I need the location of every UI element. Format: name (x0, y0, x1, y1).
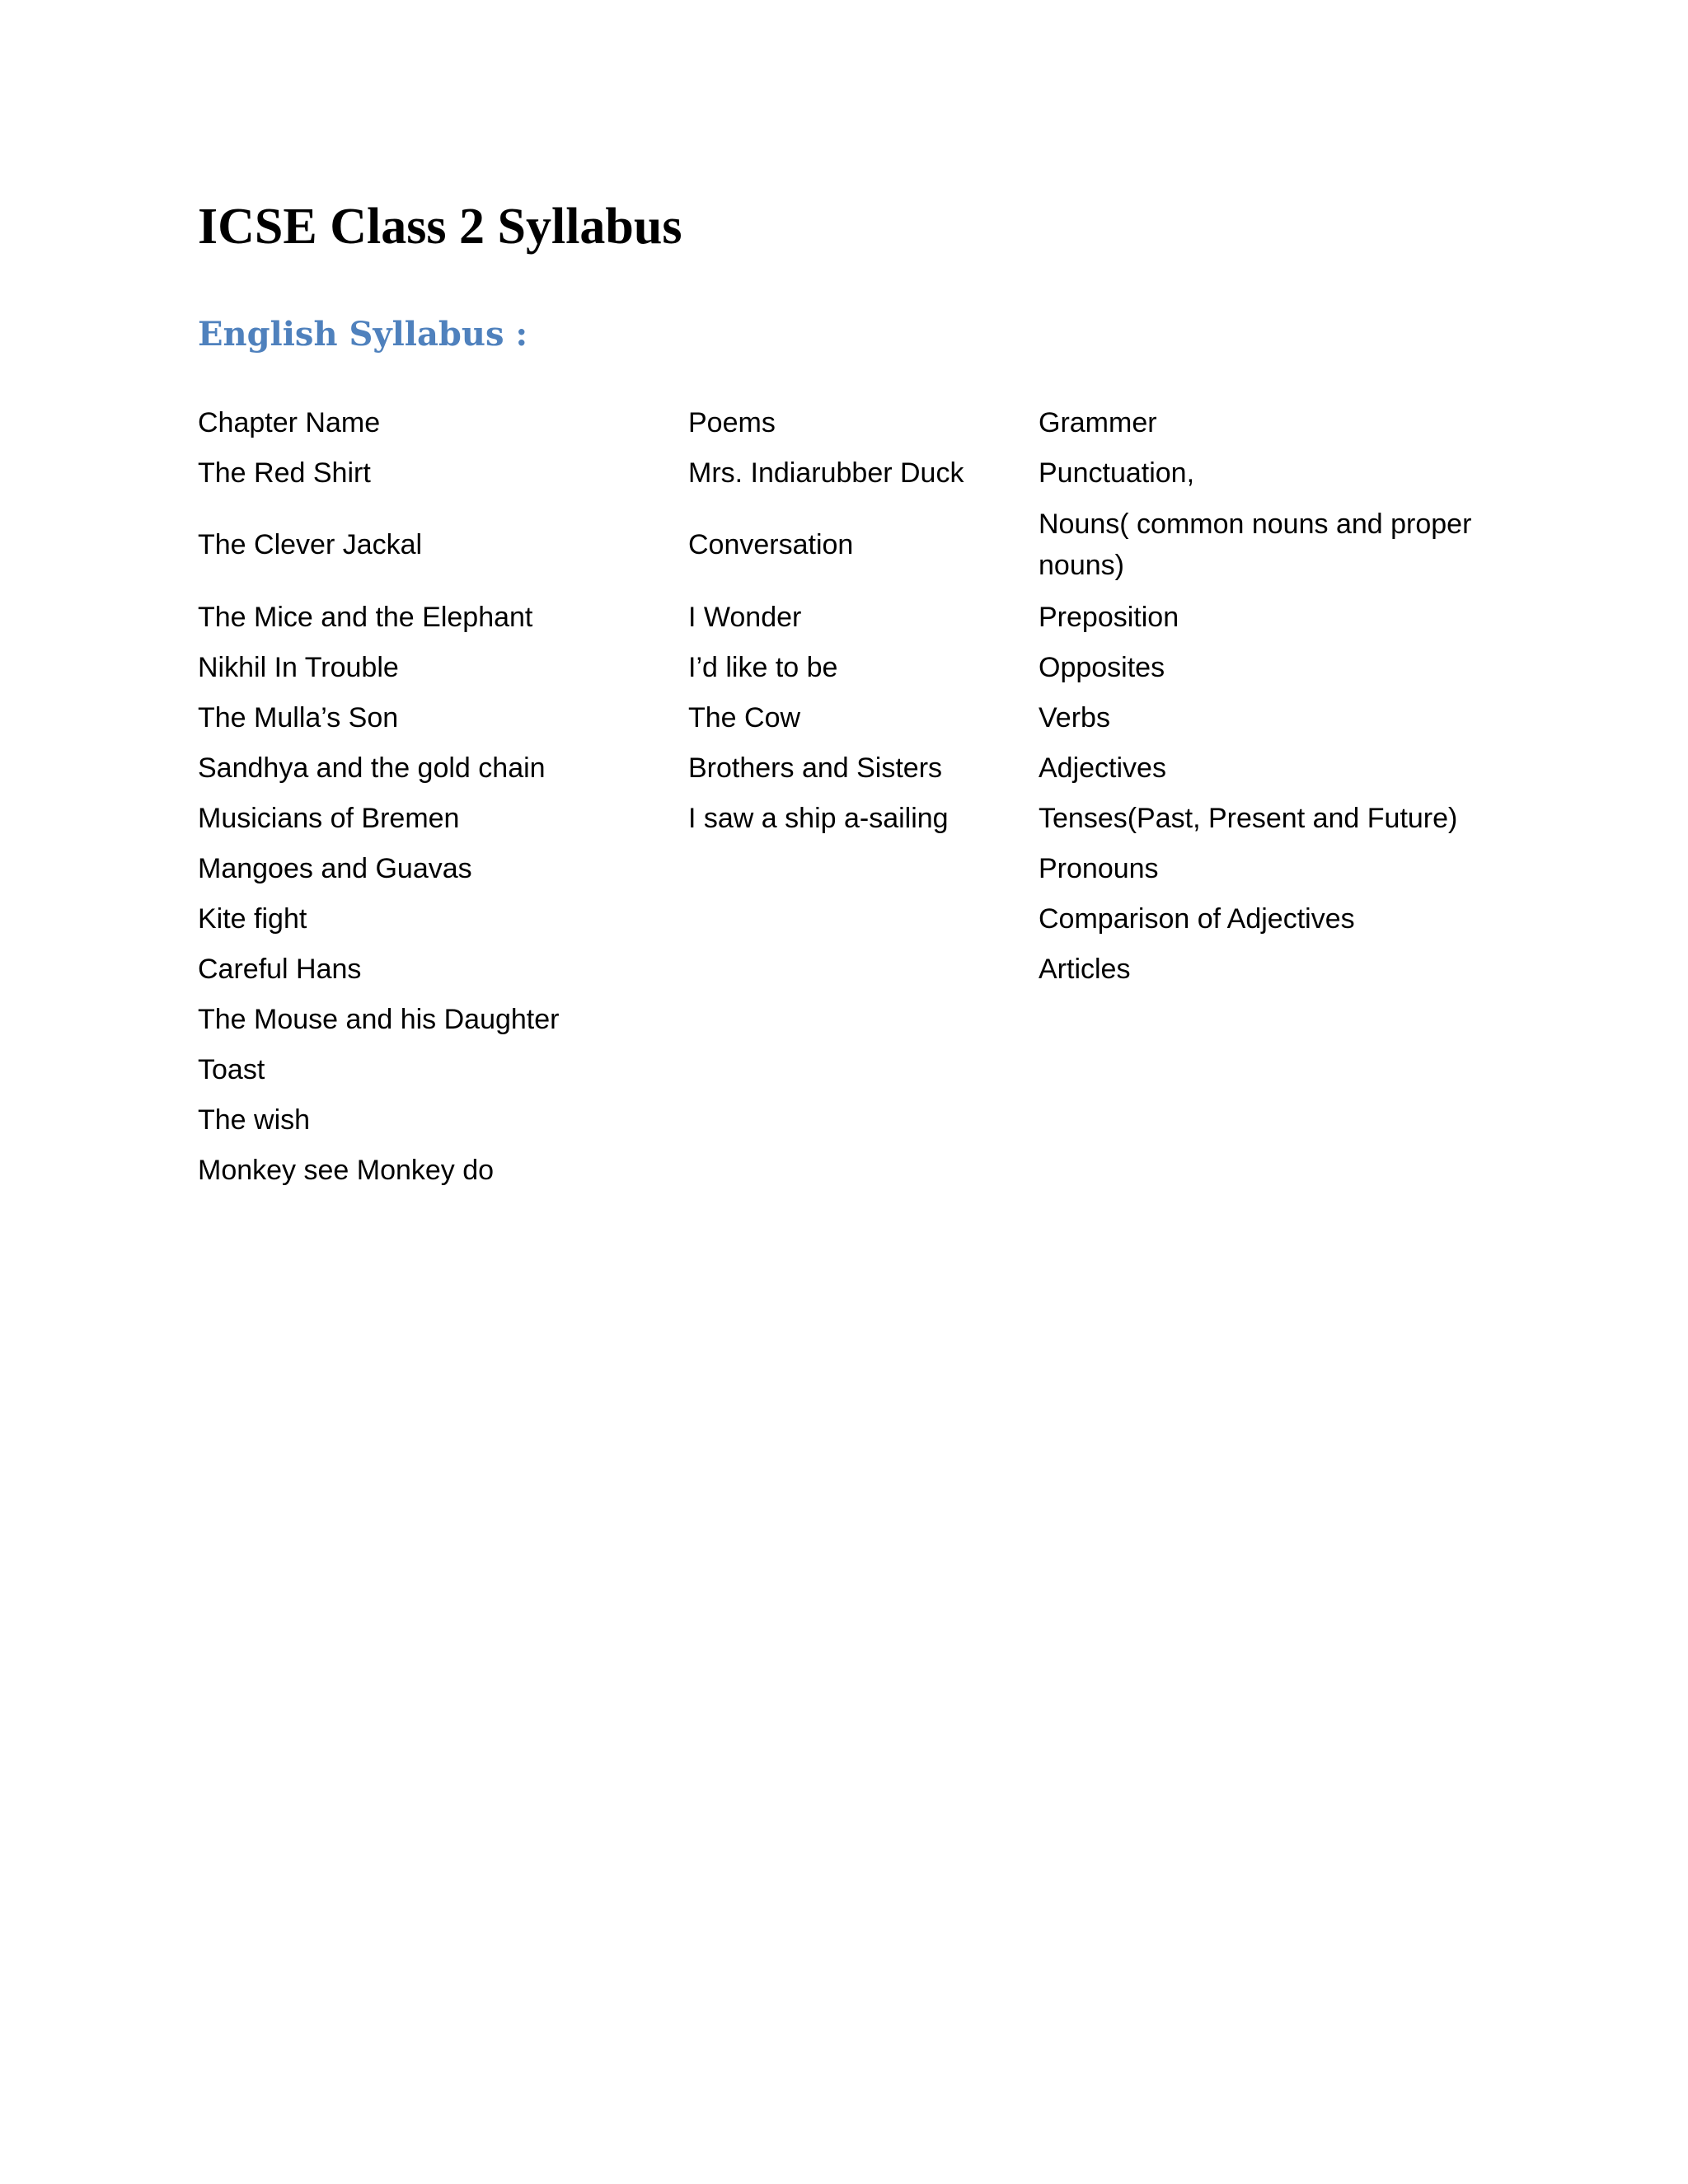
poem-cell: Conversation (688, 529, 854, 560)
poem-cell (688, 843, 1039, 893)
chapter-cell: The Red Shirt (198, 457, 371, 489)
poem-cell (688, 1145, 1039, 1195)
grammar-cell (1039, 1044, 1500, 1094)
chapter-cell: Musicians of Bremen (198, 802, 460, 834)
grammar-cell: Punctuation, (1039, 457, 1195, 489)
grammar-cell: Articles (1039, 953, 1131, 985)
chapter-cell: Kite fight (198, 902, 307, 935)
grammar-cell: Comparison of Adjectives (1039, 902, 1355, 935)
column-header-poems: Poems (688, 406, 776, 438)
table-row (198, 592, 1500, 642)
chapter-cell: The wish (198, 1104, 311, 1136)
chapter-cell: The Clever Jackal (198, 529, 423, 560)
table-row (198, 994, 1500, 1044)
syllabus-table (198, 397, 1500, 1195)
grammar-cell: Opposites (1039, 651, 1165, 683)
poem-cell: I’d like to be (688, 651, 838, 683)
grammar-cell: Pronouns (1039, 852, 1159, 884)
table-row (198, 448, 1500, 498)
poem-cell: Mrs. Indiarubber Duck (688, 457, 964, 489)
table-row (198, 843, 1500, 893)
table-row (198, 743, 1500, 793)
chapter-cell: The Mulla’s Son (198, 701, 399, 733)
poem-cell: The Cow (688, 701, 801, 733)
chapter-cell: Toast (198, 1053, 265, 1085)
poem-cell (688, 893, 1039, 944)
chapter-cell: Mangoes and Guavas (198, 852, 472, 884)
column-header-chapter-name: Chapter Name (198, 406, 381, 438)
table-header-row (198, 397, 1500, 448)
grammar-cell (1039, 1094, 1500, 1145)
grammar-cell: Nouns( common nouns and proper nouns) (1039, 509, 1472, 581)
poem-cell: I Wonder (688, 601, 802, 633)
grammar-cell: Tenses(Past, Present and Future) (1039, 802, 1458, 834)
table-row (198, 1094, 1500, 1145)
chapter-cell: The Mouse and his Daughter (198, 1003, 560, 1035)
table-row (198, 692, 1500, 743)
chapter-cell: Sandhya and the gold chain (198, 752, 546, 784)
table-row (198, 1044, 1500, 1094)
chapter-cell: Monkey see Monkey do (198, 1154, 495, 1186)
table-row (198, 944, 1500, 994)
document-title: ICSE Class 2 Syllabus (198, 199, 682, 255)
table-row (198, 642, 1500, 692)
section-heading-english: English Syllabus : (198, 315, 528, 354)
table-row (198, 793, 1500, 843)
grammar-cell: Preposition (1039, 601, 1179, 633)
grammar-cell (1039, 1145, 1500, 1195)
poem-cell (688, 1094, 1039, 1145)
poem-cell: I saw a ship a-sailing (688, 802, 949, 834)
grammar-cell: Verbs (1039, 701, 1110, 733)
chapter-cell: Careful Hans (198, 953, 362, 985)
chapter-cell: The Mice and the Elephant (198, 601, 533, 633)
poem-cell (688, 1044, 1039, 1094)
table-row (198, 893, 1500, 944)
grammar-cell: Adjectives (1039, 752, 1166, 784)
column-header-grammer: Grammer (1039, 406, 1157, 438)
table-row (198, 1145, 1500, 1195)
table-row (198, 498, 1500, 592)
poem-cell: Brothers and Sisters (688, 752, 943, 784)
poem-cell (688, 994, 1039, 1044)
chapter-cell: Nikhil In Trouble (198, 651, 399, 683)
poem-cell (688, 944, 1039, 994)
grammar-cell (1039, 994, 1500, 1044)
